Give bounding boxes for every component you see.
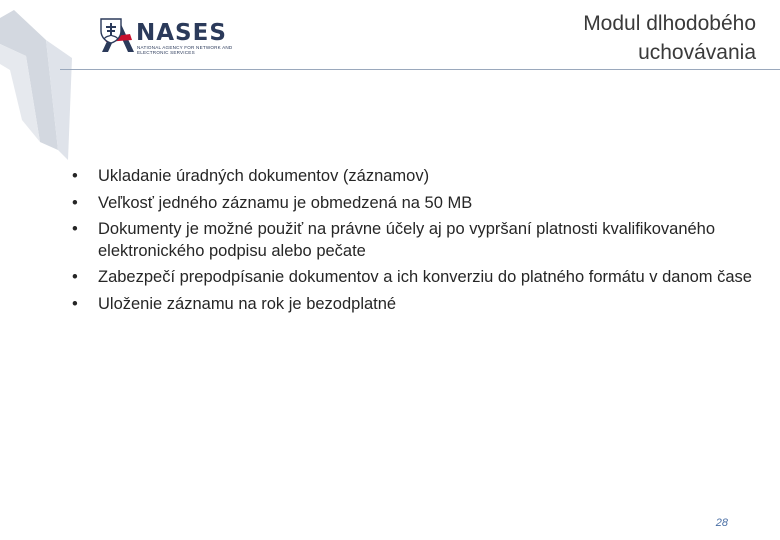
slovak-coat-of-arms-icon xyxy=(100,18,122,44)
bullet-list xyxy=(72,166,752,320)
logo-subtitle-line: NATIONAL AGENCY FOR NETWORK AND xyxy=(137,45,233,50)
bullet-item: • Veľkosť jedného záznamu je obmedzená na 50 MB xyxy=(72,193,752,215)
slide-title xyxy=(516,9,756,67)
logo-subtitle-line: ELECTRONIC SERVICES xyxy=(137,50,195,55)
slide-title-line: Modul dlhodobého xyxy=(583,12,756,35)
slide-title-line: uchovávania xyxy=(638,41,756,64)
bullet-item: • Dokumenty je možné použiť na právne účely aj po vypršaní platnosti kvalifikovaného elektronického podpisu alebo pečate xyxy=(72,219,752,262)
bullet-item: • Uloženie záznamu na rok je bezodplatné xyxy=(72,294,752,316)
title-divider xyxy=(60,69,780,70)
page-number: 28 xyxy=(715,517,728,529)
logo-subtitle xyxy=(137,45,237,55)
bullet-item: • Ukladanie úradných dokumentov (záznamov) xyxy=(72,166,752,188)
nases-logo xyxy=(100,18,275,60)
bullet-item: • Zabezpečí prepodpísanie dokumentov a ich konverziu do platného formátu v danom čase xyxy=(72,267,752,289)
logo-wordmark: NASES xyxy=(136,20,227,46)
